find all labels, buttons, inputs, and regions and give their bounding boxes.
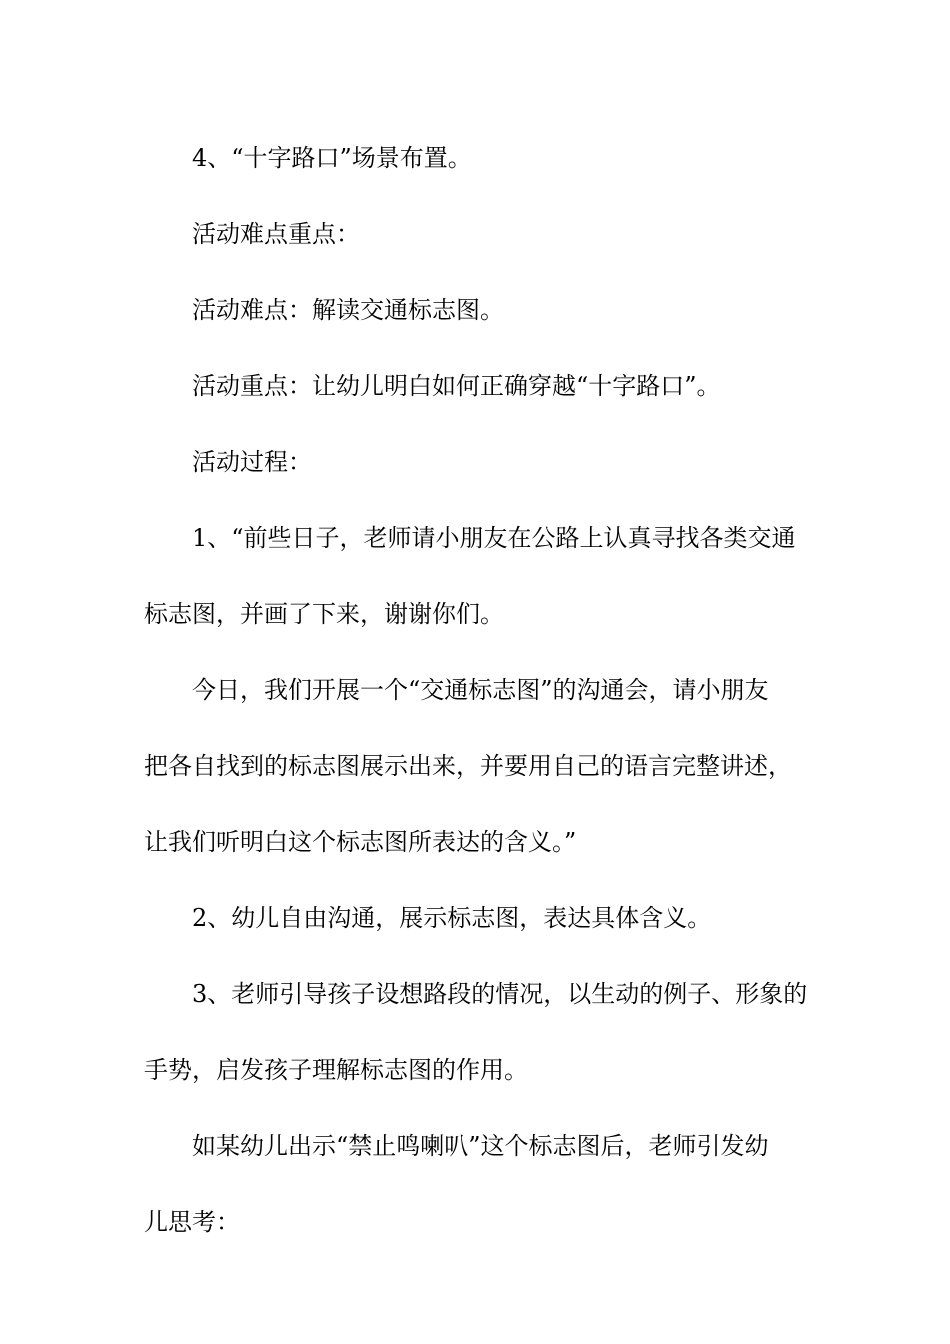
- paragraph-line: 手势，启发孩子理解标志图的作用。: [144, 1056, 528, 1084]
- paragraph-line: 3、老师引导孩子设想路段的情况，以生动的例子、形象的: [192, 980, 808, 1008]
- paragraph-line: 让我们听明白这个标志图所表达的含义。”: [144, 828, 577, 856]
- paragraph-line: 活动难点重点：: [192, 220, 360, 248]
- paragraph: [144, 892, 809, 968]
- paragraph: [144, 968, 809, 1120]
- paragraph: [144, 284, 809, 360]
- paragraph-line: 2、幼儿自由沟通，展示标志图，表达具体含义。: [192, 904, 712, 932]
- section-heading: [144, 436, 809, 512]
- section-heading: [144, 208, 809, 284]
- paragraph-line: 4、“十字路口”场景布置。: [192, 144, 472, 172]
- paragraph-line: 今日，我们开展一个“交通标志图”的沟通会，请小朋友: [192, 676, 769, 704]
- paragraph-line: 标志图，并画了下来，谢谢你们。: [144, 600, 504, 628]
- paragraph-line: 儿思考：: [144, 1208, 240, 1236]
- paragraph: [144, 664, 809, 892]
- paragraph: [144, 1120, 809, 1272]
- paragraph-line: 活动过程：: [192, 448, 312, 476]
- paragraph-line: 如某幼儿出示“禁止鸣喇叭”这个标志图后，老师引发幼: [192, 1132, 769, 1160]
- paragraph-line: 1、“前些日子，老师请小朋友在公路上认真寻找各类交通: [192, 524, 796, 552]
- paragraph: [144, 360, 809, 436]
- paragraph: [144, 512, 809, 664]
- document-body: [144, 132, 809, 1272]
- paragraph-line: 把各自找到的标志图展示出来，并要用自己的语言完整讲述，: [144, 752, 792, 780]
- paragraph-line: 活动难点：解读交通标志图。: [192, 296, 504, 324]
- paragraph-line: 活动重点：让幼儿明白如何正确穿越“十字路口”。: [192, 372, 721, 400]
- paragraph: [144, 132, 809, 208]
